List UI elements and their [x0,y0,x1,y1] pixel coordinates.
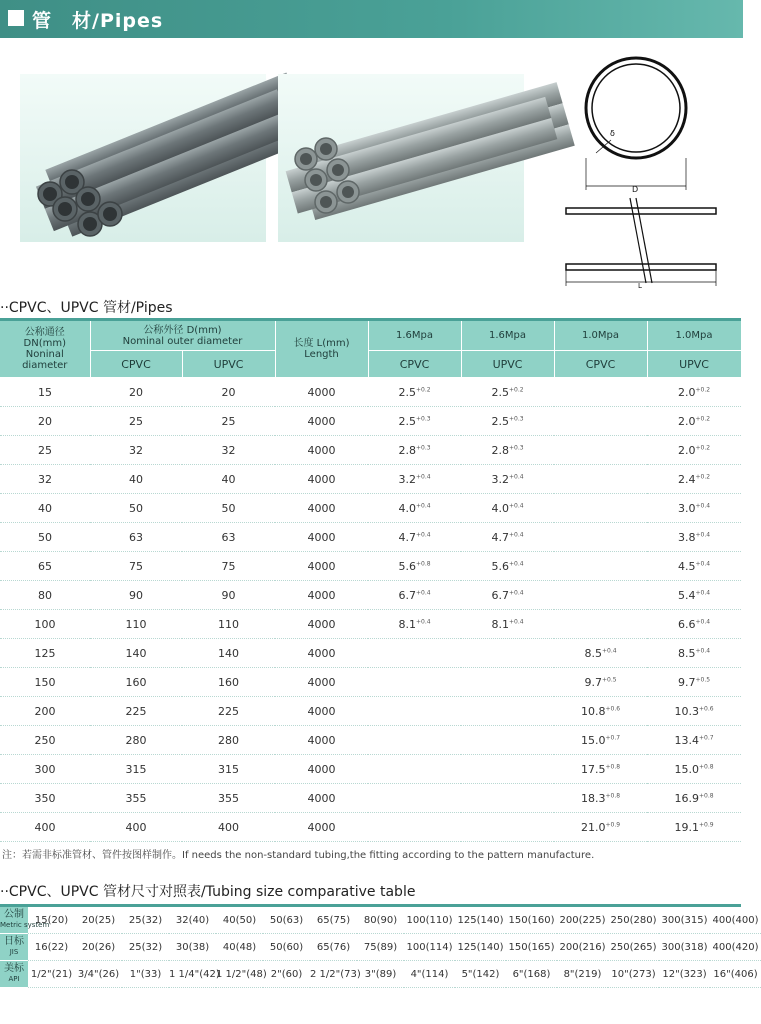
tolerance: +0.4 [508,530,524,538]
table-row [0,581,741,610]
tolerance: +0.4 [508,617,524,625]
banner-title: 管 材/Pipes [32,10,164,32]
cell-10-upvc: $3.0^{+0.4}$ [647,494,741,523]
cell-dn: 80 [0,581,90,610]
table-row [0,639,741,668]
cell-10-cpvc: $18.3^{+0.8}$ [554,784,647,813]
tolerance: +0.4 [508,501,524,509]
tolerance: +0.4 [415,617,431,625]
cell-length: 4000 [275,378,368,407]
table-row [0,378,741,407]
cell-10-cpvc: $17.5^{+0.8}$ [554,755,647,784]
comparison-cell: 6"(168) [506,961,557,988]
cell-16-cpvc: $3.2^{+0.4}$ [368,465,461,494]
cell-dn: 300 [0,755,90,784]
cell-od-upvc: 160 [182,668,275,697]
cell-od-upvc: 315 [182,755,275,784]
comparison-cell: 3/4"(26) [75,961,122,988]
cell-10-cpvc [554,523,647,552]
tolerance: +0.8 [605,762,621,770]
cell-16-cpvc [368,813,461,842]
header-material-1: CPVC [368,351,461,378]
comparison-row [0,961,761,988]
tolerance: +0.2 [695,472,711,480]
comparison-cell: 4"(114) [404,961,455,988]
tolerance: +0.8 [698,762,714,770]
comparison-cell: 250(265) [608,934,659,961]
cell-10-cpvc [554,465,647,494]
comparison-cell: 75(89) [357,934,404,961]
cell-16-cpvc: $4.7^{+0.4}$ [368,523,461,552]
tolerance: +0.4 [695,559,711,567]
cell-16-upvc [461,726,554,755]
cell-od-cpvc: 20 [90,378,182,407]
cell-10-cpvc [554,378,647,407]
comparison-row [0,934,761,961]
cell-10-upvc: $2.0^{+0.2}$ [647,378,741,407]
cell-od-upvc: 75 [182,552,275,581]
table-row [0,610,741,639]
comparison-cell: 32(40) [169,907,216,934]
comparison-cell: 3"(89) [357,961,404,988]
comparison-row [0,907,761,934]
cell-16-upvc [461,668,554,697]
comparison-cell: 125(140) [455,907,506,934]
tolerance: +0.5 [695,675,711,683]
header-pressure-4: 1.0Mpa [647,321,741,351]
cell-length: 4000 [275,523,368,552]
comparison-cell: 25(32) [122,907,169,934]
cell-od-cpvc: 140 [90,639,182,668]
table-row [0,436,741,465]
comparison-cell: 1 1/4"(42) [169,961,216,988]
cell-od-upvc: 40 [182,465,275,494]
table-row [0,465,741,494]
cell-length: 4000 [275,697,368,726]
cell-od-cpvc: 110 [90,610,182,639]
table-row [0,407,741,436]
cell-dn: 40 [0,494,90,523]
cell-16-upvc: $4.7^{+0.4}$ [461,523,554,552]
cell-length: 4000 [275,581,368,610]
diameter-label: D [632,185,639,194]
cell-10-upvc: $3.8^{+0.4}$ [647,523,741,552]
table-row [0,552,741,581]
cell-od-upvc: 50 [182,494,275,523]
cell-od-upvc: 400 [182,813,275,842]
cell-length: 4000 [275,436,368,465]
cell-16-upvc [461,639,554,668]
cell-16-cpvc [368,784,461,813]
comparison-cell: 1/2"(21) [28,961,75,988]
cell-16-cpvc: $8.1^{+0.4}$ [368,610,461,639]
pipes-photo-1 [20,74,266,242]
cell-dn: 65 [0,552,90,581]
comparison-cell: 300(318) [659,934,710,961]
cell-od-upvc: 110 [182,610,275,639]
header-pressure-1: 1.6Mpa [368,321,461,351]
cell-16-cpvc [368,697,461,726]
tolerance: +0.3 [508,414,524,422]
header-dn: 公称通径 DN(mm) Noninal diameter [0,321,90,378]
table-row [0,697,741,726]
wall-thickness-label: δ [610,129,615,138]
cell-od-cpvc: 40 [90,465,182,494]
cell-od-upvc: 140 [182,639,275,668]
cell-10-upvc: $2.0^{+0.2}$ [647,407,741,436]
section-title-comparison: ··CPVC、UPVC 管材尺寸对照表/Tubing size comparative table [0,884,416,900]
cell-10-cpvc [554,581,647,610]
tolerance: +0.4 [695,530,711,538]
cell-length: 4000 [275,465,368,494]
cell-10-cpvc: $9.7^{+0.5}$ [554,668,647,697]
cell-od-cpvc: 160 [90,668,182,697]
tolerance: +0.4 [415,472,431,480]
cell-dn: 200 [0,697,90,726]
comparison-cell: 25(32) [122,934,169,961]
table-row [0,668,741,697]
cell-10-upvc: $6.6^{+0.4}$ [647,610,741,639]
cell-10-upvc: $8.5^{+0.4}$ [647,639,741,668]
tolerance: +0.3 [415,443,431,451]
table-row [0,755,741,784]
cell-length: 4000 [275,610,368,639]
cell-dn: 400 [0,813,90,842]
size-comparison-table [0,907,761,988]
tolerance: +0.2 [695,443,711,451]
cell-length: 4000 [275,668,368,697]
cell-length: 4000 [275,784,368,813]
cell-length: 4000 [275,407,368,436]
tolerance: +0.2 [508,385,524,393]
cell-od-cpvc: 32 [90,436,182,465]
table-row [0,813,741,842]
cell-16-upvc [461,813,554,842]
cell-dn: 25 [0,436,90,465]
tolerance: +0.4 [415,501,431,509]
cell-od-upvc: 63 [182,523,275,552]
comparison-cell: 20(26) [75,934,122,961]
cell-16-upvc: $5.6^{+0.4}$ [461,552,554,581]
cell-10-upvc: $5.4^{+0.4}$ [647,581,741,610]
tolerance: +0.4 [415,530,431,538]
header-od-upvc: UPVC [182,351,275,378]
comparison-cell: 10"(273) [608,961,659,988]
cell-16-cpvc: $2.8^{+0.3}$ [368,436,461,465]
cell-dn: 350 [0,784,90,813]
comparison-cell: 12"(323) [659,961,710,988]
header-material-3: CPVC [554,351,647,378]
comparison-cell: 5"(142) [455,961,506,988]
comparison-cell: 100(110) [404,907,455,934]
cell-16-upvc: $2.5^{+0.2}$ [461,378,554,407]
cell-dn: 150 [0,668,90,697]
cell-10-upvc: $10.3^{+0.6}$ [647,697,741,726]
cell-dn: 250 [0,726,90,755]
cell-od-upvc: 355 [182,784,275,813]
cell-16-cpvc [368,726,461,755]
cell-16-cpvc: $5.6^{+0.8}$ [368,552,461,581]
cell-16-upvc: $8.1^{+0.4}$ [461,610,554,639]
cell-od-upvc: 225 [182,697,275,726]
standard-label: 公制 Metric system [0,907,28,934]
cell-od-upvc: 25 [182,407,275,436]
cell-10-upvc: $9.7^{+0.5}$ [647,668,741,697]
tolerance: +0.8 [698,791,714,799]
comparison-cell: 100(114) [404,934,455,961]
tolerance: +0.7 [605,733,621,741]
comparison-cell: 1"(33) [122,961,169,988]
banner-square-icon [8,10,24,26]
cell-10-cpvc [554,436,647,465]
cell-16-upvc: $2.8^{+0.3}$ [461,436,554,465]
cell-16-upvc [461,755,554,784]
comparison-cell: 65(75) [310,907,357,934]
cell-16-upvc [461,697,554,726]
tolerance: +0.4 [695,588,711,596]
comparison-cell: 8"(219) [557,961,608,988]
cell-od-upvc: 20 [182,378,275,407]
tolerance: +0.4 [695,646,711,654]
cell-10-upvc: $16.9^{+0.8}$ [647,784,741,813]
cell-10-cpvc: $8.5^{+0.4}$ [554,639,647,668]
comparison-cell: 16(22) [28,934,75,961]
cell-od-upvc: 280 [182,726,275,755]
comparison-cell: 200(216) [557,934,608,961]
cell-length: 4000 [275,639,368,668]
comparison-cell: 250(280) [608,907,659,934]
pipe-spec-table [0,321,742,842]
cell-od-cpvc: 225 [90,697,182,726]
comparison-cell: 400(400) [710,907,761,934]
tolerance: +0.7 [698,733,714,741]
section-title-pipes: ··CPVC、UPVC 管材/Pipes [0,300,173,316]
cell-16-cpvc [368,639,461,668]
tolerance: +0.9 [698,820,714,828]
cell-dn: 20 [0,407,90,436]
tolerance: +0.4 [601,646,617,654]
tolerance: +0.4 [695,617,711,625]
cell-length: 4000 [275,552,368,581]
table-row [0,494,741,523]
cell-length: 4000 [275,755,368,784]
section-banner [0,0,743,38]
cell-dn: 32 [0,465,90,494]
cell-dn: 125 [0,639,90,668]
cell-10-cpvc: $15.0^{+0.7}$ [554,726,647,755]
tolerance: +0.3 [415,414,431,422]
header-length: 长度 L(mm) Length [275,321,368,378]
pipe-bundle-image-1 [20,74,266,242]
cell-16-cpvc: $4.0^{+0.4}$ [368,494,461,523]
comparison-cell: 40(48) [216,934,263,961]
cell-10-upvc: $2.4^{+0.2}$ [647,465,741,494]
pipe-bundle-image-2 [278,74,524,242]
comparison-cell: 300(315) [659,907,710,934]
cell-od-cpvc: 400 [90,813,182,842]
cell-10-cpvc: $10.8^{+0.6}$ [554,697,647,726]
comparison-cell: 2"(60) [263,961,310,988]
comparison-cell: 65(76) [310,934,357,961]
cell-od-cpvc: 63 [90,523,182,552]
cell-16-upvc: $6.7^{+0.4}$ [461,581,554,610]
tolerance: +0.4 [508,472,524,480]
tolerance: +0.2 [415,385,431,393]
cell-od-cpvc: 50 [90,494,182,523]
cell-10-cpvc: $21.0^{+0.9}$ [554,813,647,842]
cell-length: 4000 [275,813,368,842]
cell-10-cpvc [554,552,647,581]
cell-od-upvc: 90 [182,581,275,610]
cell-10-upvc: $15.0^{+0.8}$ [647,755,741,784]
cell-dn: 100 [0,610,90,639]
tolerance: +0.2 [695,385,711,393]
cell-10-cpvc [554,407,647,436]
cell-16-upvc [461,784,554,813]
table-row [0,726,741,755]
footnote: 注：若需非标准管材、管件按图样制作。If needs the non-standard tubing,the fitting according to the pattern manufacture. [2,850,595,861]
header-od-cpvc: CPVC [90,351,182,378]
comparison-cell: 80(90) [357,907,404,934]
table-row [0,523,741,552]
tolerance: +0.6 [605,704,621,712]
tolerance: +0.4 [508,588,524,596]
comparison-cell: 125(140) [455,934,506,961]
pipes-photo-2 [278,74,524,242]
comparison-cell: 50(60) [263,934,310,961]
comparison-cell: 30(38) [169,934,216,961]
tolerance: +0.4 [695,501,711,509]
cell-10-cpvc [554,494,647,523]
cell-od-cpvc: 90 [90,581,182,610]
pipe-cross-section-diagram [556,58,736,288]
comparison-cell: 16"(406) [710,961,761,988]
cell-16-upvc: $3.2^{+0.4}$ [461,465,554,494]
standard-label: 日标 JIS [0,934,28,961]
cell-16-upvc: $4.0^{+0.4}$ [461,494,554,523]
cell-16-cpvc: $6.7^{+0.4}$ [368,581,461,610]
comparison-cell: 200(225) [557,907,608,934]
tolerance: +0.3 [508,443,524,451]
tolerance: +0.4 [415,588,431,596]
cell-od-cpvc: 355 [90,784,182,813]
tolerance: +0.2 [695,414,711,422]
comparison-cell: 400(420) [710,934,761,961]
header-material-2: UPVC [461,351,554,378]
tolerance: +0.4 [508,559,524,567]
tolerance: +0.5 [601,675,617,683]
cell-od-cpvc: 25 [90,407,182,436]
length-label: L [638,282,642,290]
header-pressure-3: 1.0Mpa [554,321,647,351]
cell-10-cpvc [554,610,647,639]
cell-16-upvc: $2.5^{+0.3}$ [461,407,554,436]
header-outer-diameter: 公称外径 D(mm) Nominal outer diameter [90,321,275,351]
comparison-cell: 50(63) [263,907,310,934]
cell-16-cpvc: $2.5^{+0.2}$ [368,378,461,407]
header-pressure-2: 1.6Mpa [461,321,554,351]
tolerance: +0.8 [605,791,621,799]
tolerance: +0.9 [605,820,621,828]
comparison-cell: 150(165) [506,934,557,961]
cell-16-cpvc [368,755,461,784]
comparison-cell: 20(25) [75,907,122,934]
cell-length: 4000 [275,726,368,755]
header-material-4: UPVC [647,351,741,378]
tolerance: +0.6 [698,704,714,712]
comparison-cell: 1 1/2"(48) [216,961,263,988]
cell-od-upvc: 32 [182,436,275,465]
cell-od-cpvc: 280 [90,726,182,755]
cell-10-upvc: $4.5^{+0.4}$ [647,552,741,581]
cell-16-cpvc: $2.5^{+0.3}$ [368,407,461,436]
cell-od-cpvc: 75 [90,552,182,581]
cell-10-upvc: $2.0^{+0.2}$ [647,436,741,465]
cell-10-upvc: $13.4^{+0.7}$ [647,726,741,755]
comparison-cell: 150(160) [506,907,557,934]
cell-dn: 50 [0,523,90,552]
cell-length: 4000 [275,494,368,523]
standard-label: 美标 API [0,961,28,988]
comparison-cell: 40(50) [216,907,263,934]
cell-10-upvc: $19.1^{+0.9}$ [647,813,741,842]
comparison-cell: 2 1/2"(73) [310,961,357,988]
cell-16-cpvc [368,668,461,697]
cell-dn: 15 [0,378,90,407]
cell-od-cpvc: 315 [90,755,182,784]
table-row [0,784,741,813]
comparison-cell: 15(20) [28,907,75,934]
tolerance: +0.8 [415,559,431,567]
